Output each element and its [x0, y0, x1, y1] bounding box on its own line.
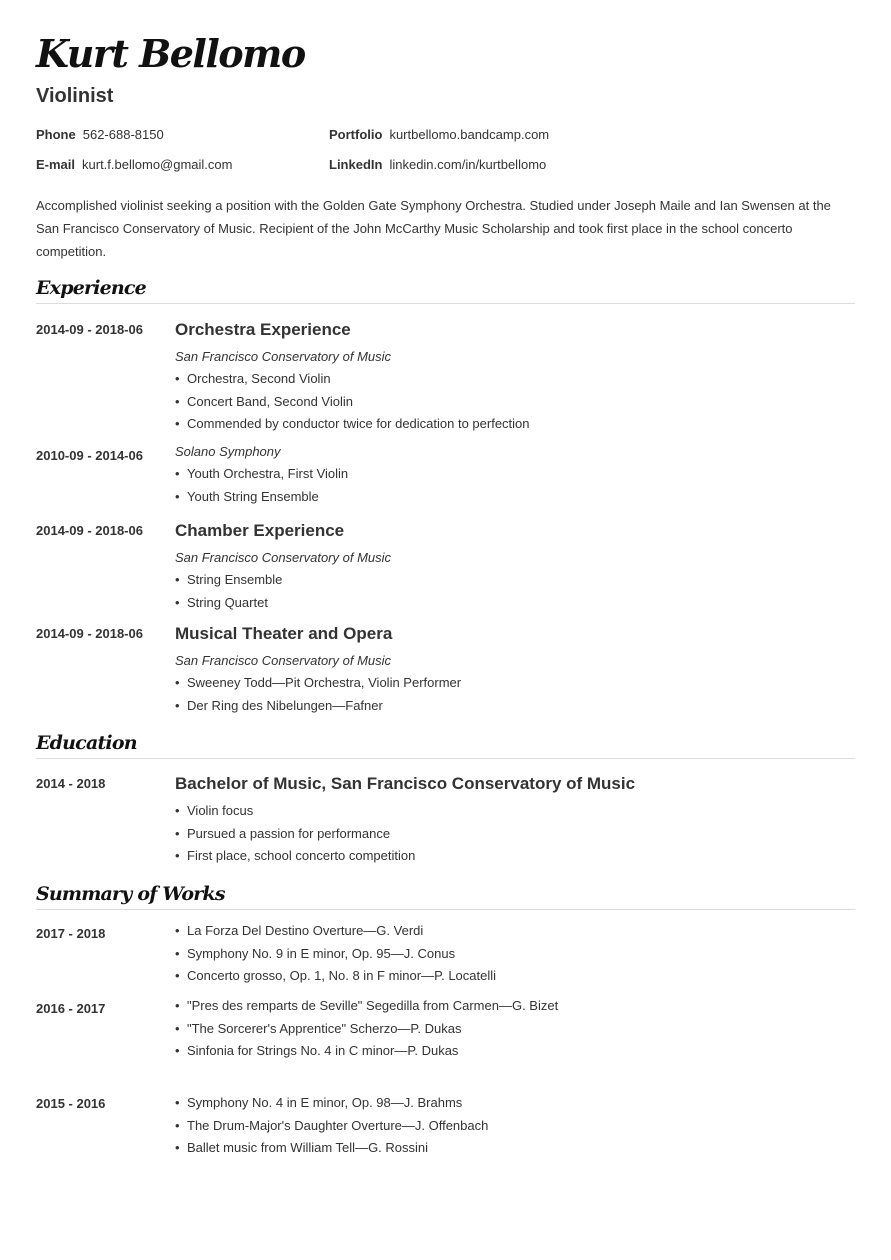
entry-date: 2014-09 - 2018-06	[36, 322, 143, 337]
list-item: • Sinfonia for Strings No. 4 in C minor—P. Dukas	[175, 1040, 855, 1063]
contact-email	[36, 157, 232, 173]
entry-bullet-list	[175, 569, 855, 614]
list-item: • The Drum-Major's Daughter Overture—J. Offenbach	[175, 1115, 855, 1138]
entry-date: 2017 - 2018	[36, 926, 106, 941]
entry-date: 2016 - 2017	[36, 1001, 106, 1016]
entry-date: 2014-09 - 2018-06	[36, 523, 143, 538]
entry-organization: San Francisco Conservatory of Music	[175, 349, 392, 364]
works-heading-text: Summary of Works	[36, 883, 225, 905]
contact-phone	[36, 127, 164, 143]
list-item: • Sweeney Todd—Pit Orchestra, Violin Performer	[175, 672, 855, 695]
entry-date: 2010-09 - 2014-06	[36, 448, 143, 463]
entry-role: Chamber Experience	[175, 521, 345, 540]
entry-bullet-list	[175, 1092, 855, 1160]
list-item: • "The Sorcerer's Apprentice" Scherzo—P. Dukas	[175, 1018, 855, 1041]
entry-bullet-list	[175, 672, 855, 717]
list-item: • Symphony No. 4 in E minor, Op. 98—J. Brahms	[175, 1092, 855, 1115]
list-item: • String Quartet	[175, 592, 855, 615]
list-item: • "Pres des remparts de Seville" Segedilla from Carmen—G. Bizet	[175, 995, 855, 1018]
entry-bullet-list	[175, 800, 855, 868]
list-item: • La Forza Del Destino Overture—G. Verdi	[175, 920, 855, 943]
entry-role: Orchestra Experience	[175, 320, 351, 339]
linkedin-link[interactable]: linkedin.com/in/kurtbellomo	[389, 157, 547, 172]
profile-summary: Accomplished violinist seeking a position with the Golden Gate Symphony Orchestra. Studied under Joseph Maile and Ian Swensen at the San Francisco Conservatory of Music. Recipient of the John McCarthy Music Scholarship and took first place in the school concerto competition.	[36, 198, 831, 259]
portfolio-label: Portfolio	[329, 127, 383, 142]
entry-content	[175, 1092, 855, 1160]
candidate-name: Kurt Bellomo	[36, 31, 305, 76]
contact-portfolio	[329, 127, 549, 143]
list-item: • Orchestra, Second Violin	[175, 368, 855, 391]
education-section-heading	[36, 730, 855, 759]
entry-content	[175, 441, 855, 508]
entry-degree: Bachelor of Music, San Francisco Conservatory of Music	[175, 774, 636, 793]
candidate-title: Violinist	[36, 85, 114, 107]
entry-bullet-list	[175, 368, 855, 436]
entry-bullet-list	[175, 920, 855, 988]
list-item: • Commended by conductor twice for dedication to perfection	[175, 413, 855, 436]
entry-content	[175, 624, 855, 717]
phone-value: 562-688-8150	[82, 127, 164, 142]
list-item: • Ballet music from William Tell—G. Rossini	[175, 1137, 855, 1160]
list-item: • Violin focus	[175, 800, 855, 823]
list-item: • Symphony No. 9 in E minor, Op. 95—J. Conus	[175, 943, 855, 966]
experience-heading-text: Experience	[36, 277, 146, 299]
entry-content	[175, 521, 855, 614]
list-item: • Youth String Ensemble	[175, 486, 855, 509]
works-section-heading	[36, 881, 855, 910]
entry-content	[175, 774, 855, 868]
education-heading-text: Education	[36, 732, 137, 754]
entry-date: 2015 - 2016	[36, 1096, 106, 1111]
contact-linkedin	[329, 157, 546, 173]
email-label: E-mail	[36, 157, 76, 172]
entry-content	[175, 320, 855, 436]
entry-date: 2014 - 2018	[36, 776, 106, 791]
list-item: • Concerto grosso, Op. 1, No. 8 in F minor—P. Locatelli	[175, 965, 855, 988]
entry-content	[175, 920, 855, 988]
entry-organization: San Francisco Conservatory of Music	[175, 550, 392, 565]
linkedin-label: LinkedIn	[329, 157, 383, 172]
entry-bullet-list	[175, 995, 855, 1063]
list-item: • String Ensemble	[175, 569, 855, 592]
experience-section-heading	[36, 275, 855, 304]
entry-role: Musical Theater and Opera	[175, 624, 393, 643]
list-item: • Pursued a passion for performance	[175, 823, 855, 846]
email-value[interactable]: kurt.f.bellomo@gmail.com	[82, 157, 233, 172]
entry-organization: San Francisco Conservatory of Music	[175, 653, 392, 668]
portfolio-link[interactable]: kurtbellomo.bandcamp.com	[389, 127, 550, 142]
list-item: • First place, school concerto competition	[175, 845, 855, 868]
entry-content	[175, 995, 855, 1063]
entry-bullet-list	[175, 463, 855, 508]
entry-organization: Solano Symphony	[175, 444, 281, 459]
list-item: • Der Ring des Nibelungen—Fafner	[175, 695, 855, 718]
list-item: • Concert Band, Second Violin	[175, 391, 855, 414]
entry-date: 2014-09 - 2018-06	[36, 626, 143, 641]
phone-label: Phone	[36, 127, 76, 142]
list-item: • Youth Orchestra, First Violin	[175, 463, 855, 486]
